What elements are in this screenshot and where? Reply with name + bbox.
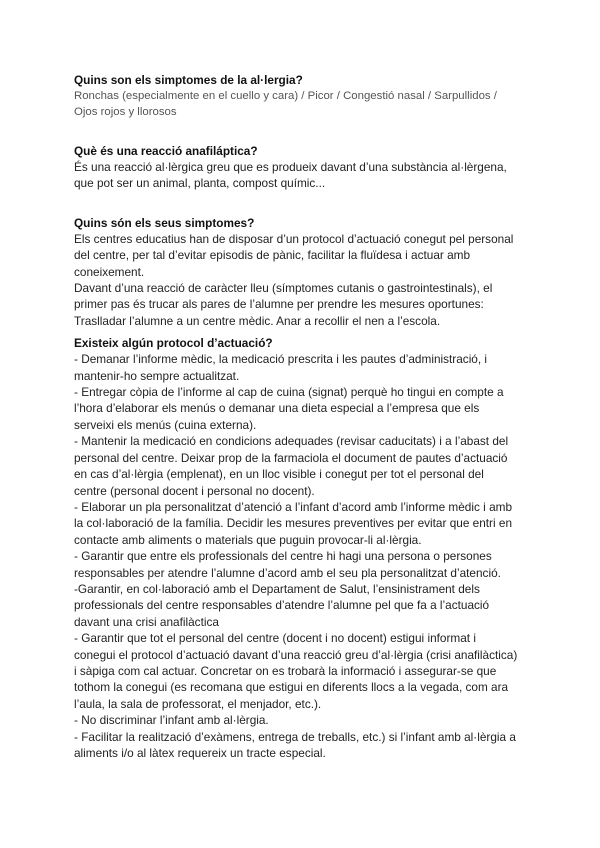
section-heading: Quins són els seus simptomes? bbox=[74, 215, 255, 230]
text-line: - Garantir que tot el personal del centre (docent i no docent) estigui informat i bbox=[74, 631, 476, 646]
text-line: mantenir-ho sempre actualitzat. bbox=[74, 368, 240, 383]
text-line: - Entregar còpia de l’informe al cap de cuina (signat) perquè ho tingui en compte a bbox=[74, 385, 504, 400]
text-line: Traslladar l’alumne a un centre mèdic. Anar a recollir el nen a l’escola. bbox=[74, 313, 441, 328]
text-line: personal del centre. Deixar prop de la farmaciola el document de pautes d’actuació bbox=[74, 450, 508, 465]
text-line: - Garantir que entre els professionals del centre hi hagi una persona o persones bbox=[74, 549, 492, 564]
text-line: serveixi els menús (cuina externa). bbox=[74, 417, 257, 432]
text-line: davant una crisi anafilàctica bbox=[74, 614, 219, 629]
text-line: Ronchas (especialmente en el cuello y cara) / Picor / Congestió nasal / Sarpullidos / bbox=[74, 90, 497, 102]
text-line: - No discriminar l’infant amb al·lèrgia. bbox=[74, 713, 269, 728]
section-body bbox=[74, 231, 544, 329]
text-line: centre (personal docent i personal no docent). bbox=[74, 483, 315, 498]
section-heading: Quins son els simptomes de la al·lergia? bbox=[74, 73, 303, 87]
text-line: - Demanar l’informe mèdic, la medicació prescrita i les pautes d’administració, i bbox=[74, 352, 488, 367]
spacer bbox=[74, 120, 544, 143]
text-line: Els centres educatius han de disposar d’un protocol d’actuació conegut pel personal bbox=[74, 231, 514, 246]
section-heading: Existeix algún protocol d’actuació? bbox=[74, 336, 273, 351]
text-line: contacte amb aliments o materials que puguin provocar-li al·lèrgia. bbox=[74, 532, 422, 547]
text-line: la col·laboració de la família. Decidir les mesures preventives per evitar que entri en bbox=[74, 516, 512, 531]
text-line: - Facilitar la realització d’exàmens, entrega de treballs, etc.) si l’infant amb al·lèrgia a bbox=[74, 729, 516, 744]
text-line: i sàpiga com cal actuar. Concretar on es trobarà la informació i assegurar-se que bbox=[74, 663, 497, 678]
section-heading: Què és una reacció anafiláptica? bbox=[74, 144, 258, 158]
text-line: Davant d’una reacció de caràcter lleu (símptomes cutanis o gastrointestinals), el bbox=[74, 281, 493, 296]
text-line: primer pas és trucar als pares de l’alumne per prendre les mesures oportunes: bbox=[74, 297, 484, 312]
section-its-symptoms bbox=[74, 215, 544, 329]
text-line: conegui el protocol d’actuació davant d’una reacció greu d’al·lèrgia (crisi anafilàctica) bbox=[74, 647, 518, 662]
text-line: coneixement. bbox=[74, 264, 145, 279]
section-anaphylactic-reaction bbox=[74, 143, 544, 192]
text-line: tothom la conegui (es recomana que estigui en diferents llocs a la vegada, com ara bbox=[74, 680, 509, 695]
text-line: l’hora d’elaborar els menús o demanar una dieta especial a l’empresa que els bbox=[74, 401, 480, 416]
text-line: aliments i/o al làtex requereix un tracte especial. bbox=[74, 746, 326, 760]
section-body bbox=[74, 88, 544, 120]
text-line: que pot ser un animal, planta, compost químic... bbox=[74, 176, 326, 191]
section-symptoms-allergy bbox=[74, 72, 544, 120]
text-line: És una reacció al·lèrgica greu que es produeix davant d’una substància al·lèrgena, bbox=[74, 160, 507, 174]
text-line: l’aula, la sala de professorat, el menjador, etc.). bbox=[74, 696, 322, 711]
text-line: - Mantenir la medicació en condicions adequades (revisar caducitats) i a l’abast del bbox=[74, 434, 509, 449]
section-body bbox=[74, 159, 544, 192]
text-line: del centre, per tal d’evitar episodis de pànic, facilitar la fluïdesa i actuar amb bbox=[74, 248, 471, 263]
text-line: Ojos rojos y llorosos bbox=[74, 106, 177, 118]
text-line: responsables per atendre l’alumne d’acord amb el seu pla personalitzat d’atenció. bbox=[74, 565, 501, 580]
text-line: professionals del centre responsables d’atendre l’alumne pel que fa a l’actuació bbox=[74, 598, 490, 613]
spacer bbox=[74, 192, 544, 215]
section-body bbox=[74, 351, 544, 761]
text-line: - Elaborar un pla personalitzat d’atenció a l’infant d’acord amb l’informe mèdic i amb bbox=[74, 499, 513, 514]
text-line: en cas d’al·lèrgia (emplenat), en un lloc visible i conegut per tot el personal del bbox=[74, 467, 484, 482]
text-line: -Garantir, en col·laboració amb el Departament de Salut, l’ensinistrament dels bbox=[74, 581, 480, 596]
document-page bbox=[74, 72, 544, 761]
section-action-protocol bbox=[74, 335, 544, 761]
